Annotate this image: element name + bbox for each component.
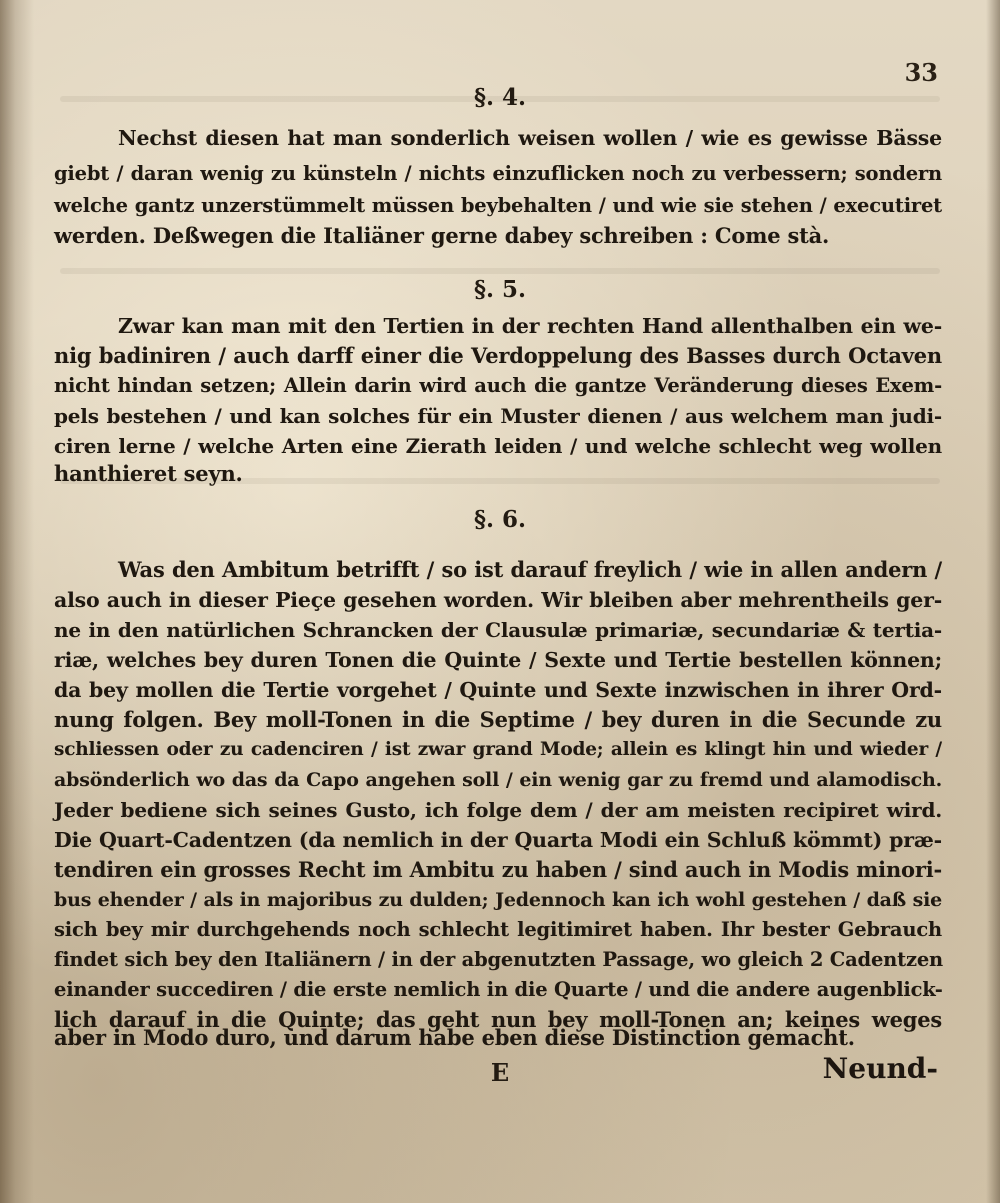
text-line: Zwar kan man mit den Tertien in der rechten Hand allenthalben ein we- [118, 314, 942, 338]
text-line: einander succediren / die erste nemlich in die Quarte / und die andere augenblick- [54, 978, 943, 1001]
section-heading: §. 5. [473, 276, 527, 303]
text-line: ne in den natürlichen Schrancken der Clausulæ primariæ, secundariæ & tertia- [54, 618, 942, 642]
text-line: absönderlich wo das da Capo angehen soll / ein wenig gar zu fremd und alamodisch. [54, 769, 942, 791]
page-edge-shadow [986, 0, 1000, 1203]
text-line: schliessen oder zu cadenciren / ist zwar grand Mode; allein es klingt hin und wieder / [54, 739, 942, 760]
text-line: hanthieret seyn. [54, 461, 243, 486]
show-through-stain [60, 268, 940, 274]
text-line: Nechst diesen hat man sonderlich weisen wollen / wie es gewisse Bässe [118, 126, 942, 150]
text-line: nung folgen. Bey moll-Tonen in die Septime / bey duren in die Secunde zu [54, 707, 942, 732]
text-line: giebt / daran wenig zu künsteln / nichts einzuflicken noch zu verbessern; sondern [54, 162, 942, 185]
page-number: 33 [904, 58, 938, 87]
section-heading: §. 4. [473, 84, 527, 111]
text-line: aber in Modo duro, und darum habe eben diese Distinction gemacht. [54, 1025, 855, 1050]
text-line: Die Quart-Cadentzen (da nemlich in der Quarta Modi ein Schluß kömmt) præ- [54, 828, 942, 852]
text-line: nig badiniren / auch darff einer die Verdoppelung des Basses durch Octaven [54, 343, 942, 368]
text-line: ciren lerne / welche Arten eine Zierath leiden / und welche schlecht weg wollen [54, 434, 942, 458]
text-line: werden. Deßwegen die Italiäner gerne dabey schreiben : Come stà. [54, 223, 830, 248]
text-line: Was den Ambitum betrifft / so ist darauf freylich / wie in allen andern / [118, 557, 942, 582]
text-line: lich darauf in die Quinte; das geht nun bey moll-Tonen an; keines weges [54, 1007, 942, 1032]
text-line: sich bey mir durchgehends noch schlecht legitimiret haben. Ihr bester Gebrauch [54, 918, 942, 941]
text-line: bus ehender / als in majoribus zu dulden; Jedennoch kan ich wohl gestehen / daß sie [54, 889, 942, 911]
section-heading: §. 6. [473, 506, 527, 533]
text-line: riæ, welches bey duren Tonen die Quinte / Sexte und Tertie bestellen können; [54, 648, 942, 672]
text-line: also auch in dieser Pieçe gesehen worden. Wir bleiben aber mehrentheils ger- [54, 588, 942, 612]
text-line: tendiren ein grosses Recht im Ambitu zu haben / sind auch in Modis minori- [54, 857, 942, 882]
gutter-shadow [0, 0, 34, 1203]
text-line: pels bestehen / und kan solches für ein Muster dienen / aus welchem man judi- [54, 404, 942, 428]
text-line: findet sich bey den Italiänern / in der abgenutzten Passage, wo gleich 2 Cadentzen [54, 948, 944, 971]
text-line: nicht hindan setzen; Allein darin wird auch die gantze Veränderung dieses Exem- [54, 374, 942, 397]
text-line: welche gantz unzerstümmelt müssen beybehalten / und wie sie stehen / executiret [54, 194, 942, 217]
text-line: da bey mollen die Tertie vorgehet / Quinte und Sexte inzwischen in ihrer Ord- [54, 678, 942, 702]
signature-mark: E [490, 1058, 510, 1087]
catchword: Neund- [822, 1052, 938, 1085]
text-line: Jeder bediene sich seines Gusto, ich folge dem / der am meisten recipiret wird. [54, 798, 942, 822]
